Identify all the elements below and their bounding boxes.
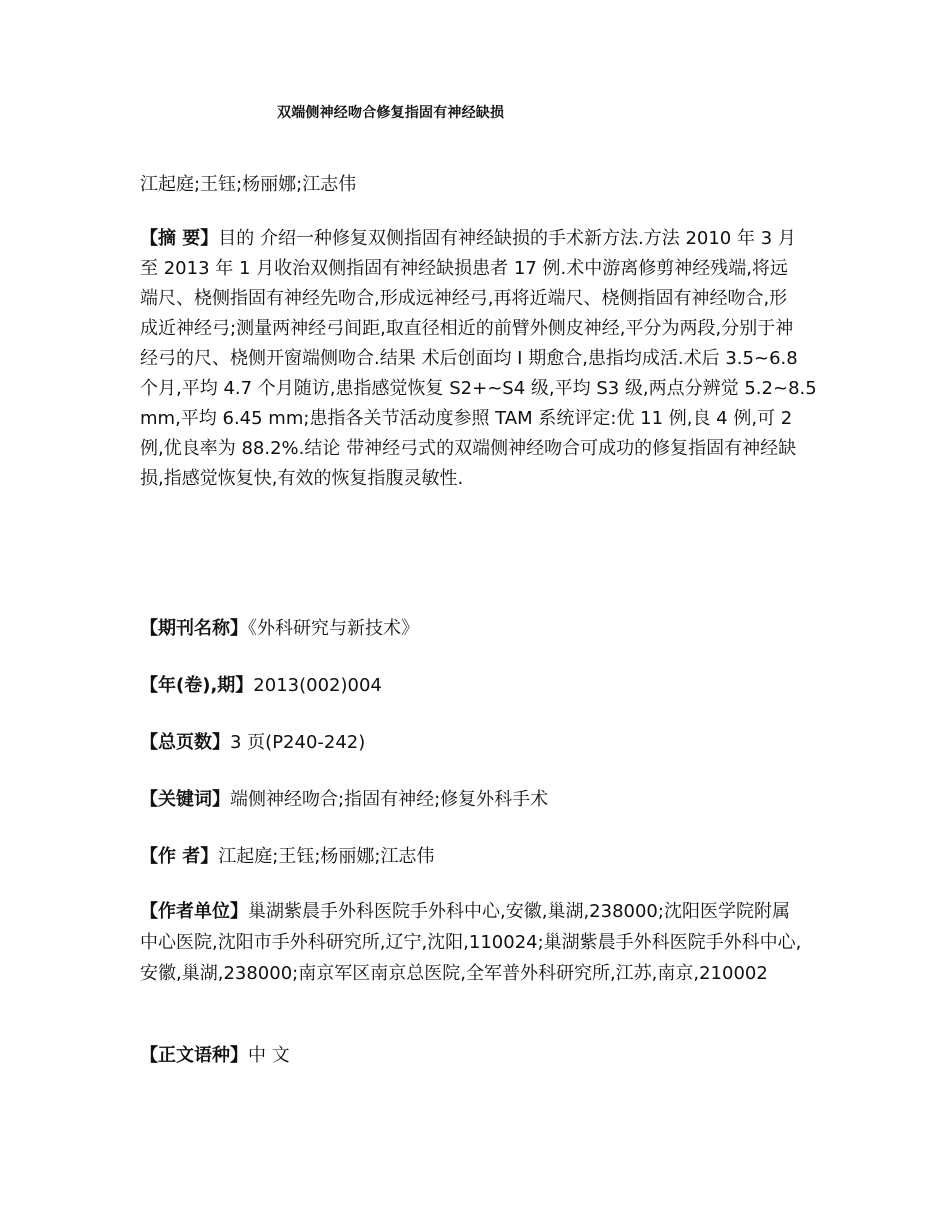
language-value: 中 文 bbox=[248, 1045, 290, 1066]
abstract-line: 例,优良率为 88.2%.结论 带神经弓式的双端侧神经吻合可成功的修复指固有神经缺 bbox=[140, 438, 797, 459]
abstract-label: 【摘 要】 bbox=[140, 228, 219, 249]
language-label: 【正文语种】 bbox=[140, 1045, 248, 1066]
total-pages-label: 【总页数】 bbox=[140, 732, 230, 753]
abstract-line: 个月,平均 4.7 个月随访,患指感觉恢复 S2+~S4 级,平均 S3 级,两点分辨觉 5.2~8.5 bbox=[140, 378, 817, 399]
authors-label: 【作 者】 bbox=[140, 846, 219, 867]
abstract-line: 至 2013 年 1 月收治双侧指固有神经缺损患者 17 例.术中游离修剪神经残端,将远 bbox=[140, 258, 788, 279]
total-pages-row bbox=[140, 728, 365, 754]
abstract-section bbox=[140, 224, 820, 494]
affiliation-text: 巢湖紫晨手外科医院手外科中心,安徽,巢湖,238000;沈阳医学院附属 bbox=[248, 901, 790, 922]
authors-row bbox=[140, 842, 434, 868]
abstract-line bbox=[140, 224, 820, 254]
affiliation-label: 【作者单位】 bbox=[140, 901, 248, 922]
keywords-row bbox=[140, 785, 548, 811]
document-title: 双端侧神经吻合修复指固有神经缺损 bbox=[277, 105, 505, 121]
year-volume-issue-label: 【年(卷),期】 bbox=[140, 675, 254, 696]
abstract-line: 成近神经弓;测量两神经弓间距,取直径相近的前臂外侧皮神经,平分为两段,分别于神 bbox=[140, 318, 794, 339]
affiliation-line: 中心医院,沈阳市手外科研究所,辽宁,沈阳,110024;巢湖紫晨手外科医院手外科中心, bbox=[140, 932, 802, 953]
abstract-line: 端尺、桡侧指固有神经先吻合,形成远神经弓,再将近端尺、桡侧指固有神经吻合,形 bbox=[140, 288, 788, 309]
keywords-label: 【关键词】 bbox=[140, 789, 230, 810]
year-volume-issue-row bbox=[140, 671, 382, 697]
journal-label: 【期刊名称】 bbox=[140, 618, 248, 639]
keywords-value: 端侧神经吻合;指固有神经;修复外科手术 bbox=[230, 789, 549, 810]
journal-row bbox=[140, 614, 419, 640]
affiliation-line bbox=[140, 896, 820, 927]
year-volume-issue-value: 2013(002)004 bbox=[253, 675, 382, 696]
journal-value: 《外科研究与新技术》 bbox=[248, 618, 419, 639]
authors-line: 江起庭;王钰;杨丽娜;江志伟 bbox=[140, 174, 357, 195]
authors-value: 江起庭;王钰;杨丽娜;江志伟 bbox=[218, 846, 435, 867]
affiliation-section bbox=[140, 896, 820, 989]
affiliation-line: 安徽,巢湖,238000;南京军区南京总医院,全军普外科研究所,江苏,南京,210002 bbox=[140, 963, 768, 984]
abstract-text: 目的 介绍一种修复双侧指固有神经缺损的手术新方法.方法 2010 年 3 月 bbox=[218, 228, 796, 249]
language-row bbox=[140, 1041, 290, 1067]
total-pages-value: 3 页(P240-242) bbox=[230, 732, 366, 753]
abstract-line: 损,指感觉恢复快,有效的恢复指腹灵敏性. bbox=[140, 468, 464, 489]
abstract-line: 经弓的尺、桡侧开窗端侧吻合.结果 术后创面均 I 期愈合,患指均成活.术后 3.5~6.8 bbox=[140, 348, 798, 369]
abstract-line: mm,平均 6.45 mm;患指各关节活动度参照 TAM 系统评定:优 11 例,良 4 例,可 2 bbox=[140, 408, 793, 429]
